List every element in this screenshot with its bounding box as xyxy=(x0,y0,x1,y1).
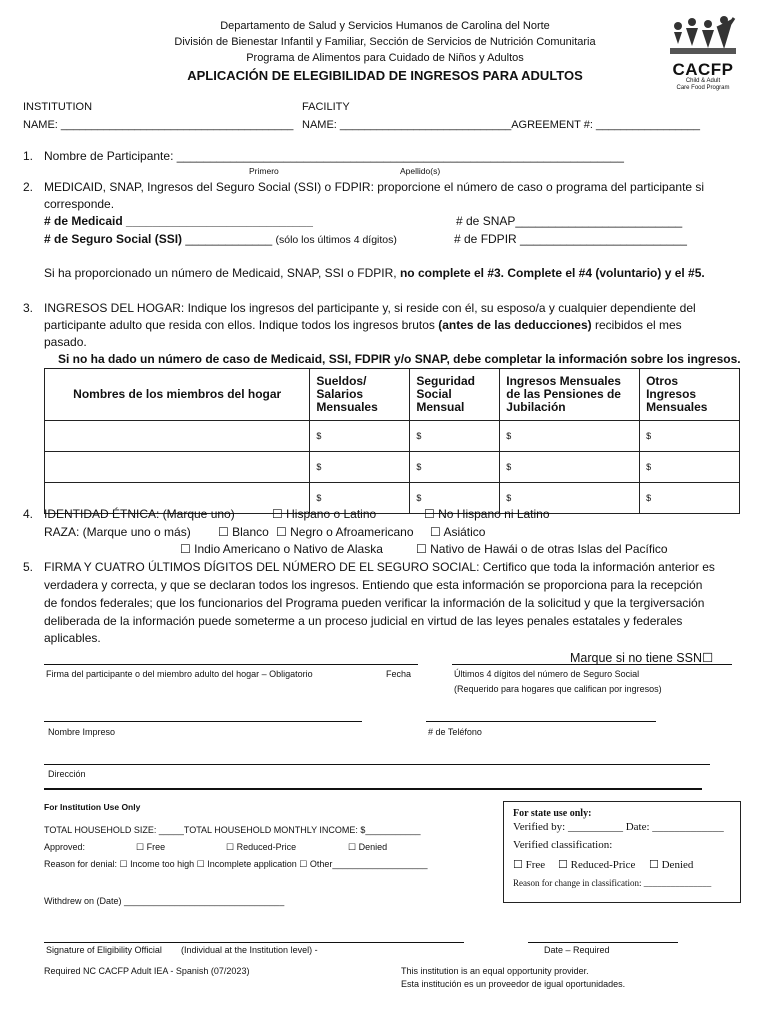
section-2-line2: corresponde. xyxy=(44,197,115,211)
signature-label: Firma del participante o del miembro adulto del hogar – Obligatorio xyxy=(46,669,313,679)
section-2-note: Si ha proporcionado un número de Medicaid, SNAP, SSI o FDPIR, no complete el #3. Complete el #4 (voluntario) y el #5. xyxy=(44,266,705,280)
logo-sub2: Care Food Program xyxy=(676,85,730,91)
state-reduced-option[interactable]: ☐ Reduced-Price xyxy=(558,859,636,871)
section-4-number: 4. xyxy=(23,507,34,521)
verified-classification-label: Verified classification: xyxy=(513,839,613,851)
ethnicity-non-hispanic-option[interactable]: ☐ No Hispano ni Latino xyxy=(424,507,550,521)
ssn-note: (Requerido para hogares que califican por ingresos) xyxy=(454,684,662,694)
logo-sub1: Child & Adult xyxy=(685,78,721,84)
ethnicity-hispanic-option[interactable]: ☐ Hispano o Latino xyxy=(272,507,377,521)
checkbox-icon: ☐ xyxy=(276,525,287,539)
section-1-number: 1. xyxy=(23,149,34,163)
wages-cell[interactable]: $ xyxy=(310,421,410,452)
equal-opportunity-en: This institution is an equal opportunity provider. xyxy=(401,966,589,976)
col-social-security: Seguridad Social Mensual xyxy=(410,369,500,421)
member-name-cell[interactable] xyxy=(45,421,310,452)
pension-cell[interactable]: $ xyxy=(500,483,640,514)
facility-label: FACILITY xyxy=(302,101,350,113)
race-white-option[interactable]: ☐ Blanco xyxy=(218,525,269,539)
section-5-line5: aplicables. xyxy=(44,631,101,645)
verified-by-field[interactable]: Verified by: __________ Date: _____________ xyxy=(513,821,724,833)
address-line[interactable] xyxy=(44,764,710,765)
snap-field[interactable]: # de SNAP_________________________ xyxy=(456,214,683,228)
official-signature-note: (Individual at the Institution level) - xyxy=(181,945,318,955)
address-label: Dirección xyxy=(48,769,86,779)
official-date-line[interactable] xyxy=(528,942,678,943)
table-row xyxy=(45,452,740,483)
other-income-cell[interactable]: $ xyxy=(640,421,740,452)
other-income-cell[interactable]: $ xyxy=(640,483,740,514)
section-3-number: 3. xyxy=(23,301,34,315)
last-name-label: Apellido(s) xyxy=(400,166,441,176)
first-name-label: Primero xyxy=(249,166,279,176)
ssi-label: # de Seguro Social (SSI) xyxy=(44,232,183,246)
section-5-number: 5. xyxy=(23,560,34,574)
institution-label: INSTITUTION xyxy=(23,101,93,113)
change-reason-field[interactable]: Reason for change in classification: _______________ xyxy=(513,878,712,888)
fdpir-field[interactable]: # de FDPIR _________________________ xyxy=(454,232,687,246)
col-pensions: Ingresos Mensuales de las Pensiones de Jubilación xyxy=(500,369,640,421)
withdrew-date-field[interactable]: Withdrew on (Date) ________________________________ xyxy=(44,896,285,906)
other-income-cell[interactable]: $ xyxy=(640,452,740,483)
section-3-line2: participante adulto que resida con ellos. Indique todos los ingresos brutos (antes de las deducciones) recibidos el mes xyxy=(44,318,682,332)
approved-denied-option[interactable]: ☐ Denied xyxy=(348,842,388,852)
medicaid-field[interactable]: # de Medicaid ____________________________ xyxy=(44,214,313,228)
col-other-income: Otros Ingresos Mensuales xyxy=(640,369,740,421)
approved-reduced-option[interactable]: ☐ Reduced-Price xyxy=(226,842,297,852)
household-size-field[interactable]: TOTAL HOUSEHOLD SIZE: _____TOTAL HOUSEHOLD MONTHLY INCOME: $___________ xyxy=(44,825,421,835)
state-denied-option[interactable]: ☐ Denied xyxy=(649,859,694,871)
checkbox-icon: ☐ xyxy=(424,507,435,521)
printed-name-label: Nombre Impreso xyxy=(48,727,116,737)
race-black-option[interactable]: ☐ Negro o Afroamericano xyxy=(276,525,414,539)
section-divider xyxy=(44,788,702,790)
section-3-line1: INGRESOS DEL HOGAR: Indique los ingresos del participante y, si reside con él, su esposo/a y cualquier dependiente del xyxy=(44,301,696,315)
official-signature-line[interactable] xyxy=(44,942,464,943)
section-5-line1: FIRMA Y CUATRO ÚLTIMOS DÍGITOS DEL NÚMERO DE EL SEGURO SOCIAL: Certifico que toda la información anterior es xyxy=(44,560,715,574)
member-name-cell[interactable] xyxy=(45,452,310,483)
col-wages: Sueldos/ Salarios Mensuales xyxy=(310,369,410,421)
social-security-cell[interactable]: $ xyxy=(410,483,500,514)
printed-name-line[interactable] xyxy=(44,721,362,722)
ethnicity-label: IDENTIDAD ÉTNICA: (Marque uno) xyxy=(44,507,235,521)
participant-name-field[interactable]: Nombre de Participante: ___________________________________________________________________ xyxy=(44,149,624,163)
section-5-line3: de fondos federales; que los funcionarios del Programa pueden verificar la información de la solicitud y que la tergiversación xyxy=(44,596,705,610)
state-free-option[interactable]: ☐ Free xyxy=(513,859,546,871)
table-row xyxy=(45,421,740,452)
checkbox-icon: ☐ xyxy=(180,542,191,556)
race-label: RAZA: (Marque uno o más) xyxy=(44,525,191,539)
state-use-title: For state use only: xyxy=(513,808,592,819)
phone-label: # de Teléfono xyxy=(428,727,482,737)
approved-free-option[interactable]: ☐ Free xyxy=(136,842,166,852)
checkbox-icon: ☐ xyxy=(430,525,441,539)
wages-cell[interactable]: $ xyxy=(310,452,410,483)
income-warning: Si no ha dado un número de caso de Medicaid, SSI, FDPIR y/o SNAP, debe completar la información sobre los ingresos. xyxy=(58,352,741,366)
ssn-label: Últimos 4 dígitos del número de Seguro Social xyxy=(454,669,640,679)
checkbox-icon: ☐ xyxy=(416,542,427,556)
wages-cell[interactable]: $ xyxy=(310,483,410,514)
ssi-field[interactable] xyxy=(44,232,397,246)
section-2-line1: MEDICAID, SNAP, Ingresos del Seguro Social (SSI) o FDPIR: proporcione el número de caso o programa del participante si xyxy=(44,180,705,194)
logo-text: CACFP xyxy=(672,60,734,79)
denial-reason-field[interactable]: Reason for denial: ☐ Income too high ☐ Incomplete application ☐ Other___________________ xyxy=(44,859,428,869)
ssi-blank[interactable]: _____________ xyxy=(185,232,273,246)
header-dept: Departamento de Salud y Servicios Humanos de Carolina del Norte xyxy=(220,20,550,32)
equal-opportunity-es: Esta institución es un proveedor de igual oportunidades. xyxy=(401,979,626,989)
approved-label: Approved: xyxy=(44,842,86,852)
social-security-cell[interactable]: $ xyxy=(410,452,500,483)
income-table-header xyxy=(45,369,740,421)
checkbox-icon: ☐ xyxy=(272,507,283,521)
page-title: APLICACIÓN DE ELEGIBILIDAD DE INGRESOS PARA ADULTOS xyxy=(187,68,583,83)
no-ssn-checkbox[interactable]: Marque si no tiene SSN☐ xyxy=(570,651,714,665)
checkbox-icon: ☐ xyxy=(218,525,229,539)
phone-line[interactable] xyxy=(426,721,656,722)
pension-cell[interactable]: $ xyxy=(500,452,640,483)
signature-line[interactable] xyxy=(44,664,418,665)
institution-use-title: For Institution Use Only xyxy=(44,802,141,812)
col-household-members: Nombres de los miembros del hogar xyxy=(45,369,310,421)
social-security-cell[interactable]: $ xyxy=(410,421,500,452)
race-asian-option[interactable]: ☐ Asiático xyxy=(430,525,486,539)
header-program: Programa de Alimentos para Cuidado de Niños y Adultos xyxy=(246,52,524,64)
official-signature-label: Signature of Eligibility Official xyxy=(46,945,162,955)
section-5-line4: deliberada de la información puede someterme a un proceso judicial en virtud de las leyes penales estatales y federales xyxy=(44,614,683,628)
form-id: Required NC CACFP Adult IEA - Spanish (07/2023) xyxy=(44,966,250,976)
section-2-number: 2. xyxy=(23,180,34,194)
facility-name-field[interactable]: NAME: ____________________________AGREEMENT #: _________________ xyxy=(302,119,700,131)
race-pacific-islander-option[interactable]: ☐ Nativo de Hawái o de otras Islas del Pacífico xyxy=(416,542,668,556)
header-division: División de Bienestar Infantil y Familiar, Sección de Servicios de Nutrición Comunitaria xyxy=(174,36,596,48)
income-table xyxy=(44,368,740,514)
ssi-note: (sólo los últimos 4 dígitos) xyxy=(275,234,397,246)
pension-cell[interactable]: $ xyxy=(500,421,640,452)
section-5-line2: verdadera y correcta, y que se declaran todos los ingresos. Entiendo que esta información se proporciona para la recepción xyxy=(44,578,703,592)
cacfp-logo xyxy=(668,14,738,94)
date-label: Fecha xyxy=(386,669,412,679)
official-date-label: Date – Required xyxy=(544,945,610,955)
state-use-box xyxy=(503,801,741,903)
institution-name-field[interactable]: NAME: ______________________________________ xyxy=(23,119,294,131)
race-native-american-option[interactable]: ☐ Indio Americano o Nativo de Alaska xyxy=(180,542,383,556)
cacfp-figures-icon xyxy=(668,14,738,58)
section-3-line3: pasado. xyxy=(44,335,87,349)
